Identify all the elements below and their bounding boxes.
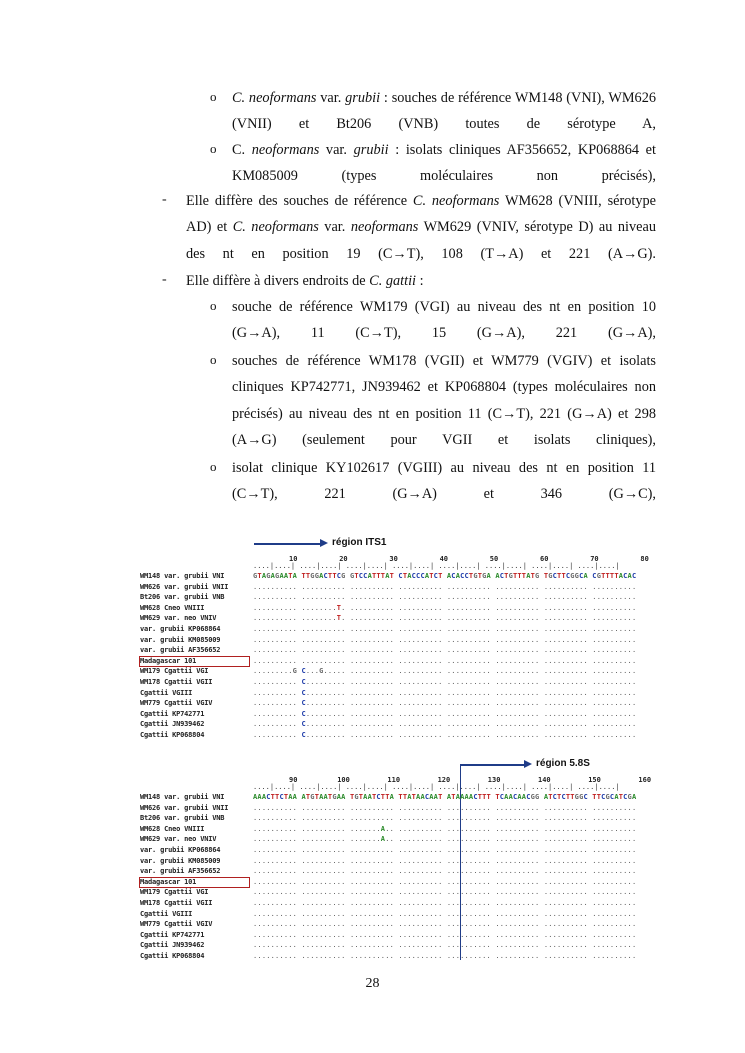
sequence-data: .......... .......... .......... .......... .......... .......... .......... ..........: [253, 888, 637, 897]
ruler-label: 30: [389, 555, 398, 563]
sequence-data: .......... C......... .......... .......... .......... .......... .......... ..........: [253, 699, 637, 708]
sequence-label: Cgattii JN939462: [140, 720, 205, 729]
sequence-label: WM628 Cneo VNIII: [140, 824, 205, 833]
alignment-row: [140, 614, 660, 623]
bullet-symbol: o: [210, 459, 217, 474]
sequence-label: WM626 var. grubii VNII: [140, 582, 229, 591]
sequence-label: Cgattii KP742771: [140, 930, 205, 939]
bullet-symbol: o: [210, 89, 217, 104]
alignment-row: [140, 625, 660, 634]
text-run: grubii: [345, 90, 381, 106]
sequence-data: .........G C...G..... .......... .......... .......... .......... .......... ..........: [253, 667, 637, 676]
ruler-label: 70: [590, 555, 599, 563]
sequence-label: WM779 Cgattii VGIV: [140, 920, 213, 929]
sequence-data: .......... .......... .......... .......... .......... .......... .......... ..........: [253, 920, 637, 929]
sequence-label: Cgattii KP068804: [140, 731, 205, 739]
text-run: grubii: [353, 142, 389, 158]
sequence-label: Cgattii KP742771: [140, 709, 205, 718]
text-run: :: [416, 273, 424, 289]
sequence-label: var. grubii KM085009: [140, 635, 221, 644]
alignment-row: [140, 857, 660, 866]
region-its1-text: région ITS1: [332, 537, 387, 548]
sequence-data: .......... .......... .......... .......... .......... .......... .......... ..........: [253, 877, 637, 886]
sequence-label: Bt206 var. grubii VNB: [140, 593, 225, 602]
alignment-row: [140, 920, 660, 929]
alignment-row: [140, 667, 660, 676]
sequence-label: Cgattii VGIII: [140, 909, 193, 918]
sequence-data: .......... .......... .......... .......... .......... .......... .......... ..........: [253, 856, 637, 865]
sequence-data: .......... .......... .......A.. .......... .......... .......... .......... ..........: [253, 835, 637, 844]
alignment-row: [140, 731, 660, 740]
sequence-data: .......... .......... .......... .......... .......... .......... .......... ..........: [253, 625, 637, 633]
bullet-symbol: -: [162, 192, 167, 207]
bullet-item: [232, 137, 656, 190]
sequence-data: .......... .......... .......... .......... .......... .......... .......... ..........: [253, 803, 637, 812]
sequence-label: WM179 Cgattii VGI: [140, 888, 209, 897]
sequence-label: var. grubii AF356652: [140, 867, 221, 876]
text-run: : isolats cliniques AF356652, KP068864 et KM085009 (types moléculaires non précisés),: [232, 142, 656, 185]
alignment-row: [140, 899, 660, 908]
sequence-label: WM148 var. grubii VNI: [140, 572, 225, 580]
arrow-head-icon: [524, 760, 532, 768]
alignment-row: [140, 646, 660, 655]
arrow-head-icon: [320, 539, 328, 547]
sequence-data: .......... C......... .......... .......... .......... .......... .......... ..........: [253, 731, 637, 739]
text-run: WM629 (VNIV, sérotype D) au niveau des nt en position 19 (C→T), 108 (T→A) et 221 (A→G).: [186, 219, 656, 262]
sequence-label: var. grubii AF356652: [140, 646, 221, 655]
sequence-data: .......... .......... .......... .......... .......... .......... .......... ..........: [253, 846, 637, 854]
sequence-data: .......... C......... .......... .......... .......... .......... .......... ..........: [253, 688, 637, 697]
text-run: WM628 (VNIII, sérotype AD) et: [186, 193, 656, 236]
ruler-label: 10: [289, 555, 298, 563]
alignment-row: [140, 952, 660, 961]
sequence-data: .......... .......... .......... .......... .......... .......... .......... ..........: [253, 646, 637, 655]
alignment-block-2: [140, 776, 660, 960]
sequence-data: AAACTTCTAA ATGTAATGAA TGTAATCTTA TTATAACAAT ATAAAACTTT TCAACAACGG ATCTCTTGGC TTCGCATCGA: [253, 793, 637, 801]
sequence-label: var. grubii KP068864: [140, 846, 221, 854]
sequence-data: .......... C......... .......... .......... .......... .......... .......... ..........: [253, 720, 637, 729]
ruler-label: 20: [339, 555, 348, 563]
alignment-row: [140, 657, 660, 666]
ruler-label: 140: [538, 776, 551, 784]
bullet-item: [186, 188, 656, 267]
highlight-box: [139, 877, 250, 888]
text-run: var.: [316, 90, 346, 106]
bullet-item: [232, 85, 656, 138]
bullet-item: [232, 348, 656, 453]
ruler-label: 60: [540, 555, 549, 563]
sequence-label: var. grubii KP068864: [140, 625, 221, 633]
alignment-row: [140, 878, 660, 887]
region-arrow-line: [254, 543, 320, 545]
sequence-label: WM628 Cneo VNIII: [140, 603, 205, 612]
alignment-row: [140, 572, 660, 581]
alignment-row: [140, 793, 660, 802]
sequence-label: WM148 var. grubii VNI: [140, 793, 225, 801]
text-run: Elle diffère des souches de référence: [186, 193, 413, 209]
bullet-item: [232, 455, 656, 508]
ruler-label: 100: [337, 776, 350, 784]
sequence-data: .......... .......... .......... .......... .......... .......... .......... ..........: [253, 635, 637, 644]
text-run: C. neoformans: [412, 193, 500, 209]
text-run: : souches de référence WM148 (VNI), WM626 (VNII) et Bt206 (VNB) toutes de sérotype A,: [232, 90, 657, 133]
bullet-symbol: o: [210, 141, 217, 156]
sequence-label: WM178 Cgattii VGII: [140, 678, 213, 686]
text-run: Elle diffère à divers endroits de: [186, 273, 370, 289]
text-run: souches de référence WM178 (VGII) et WM779 (VGIV) et isolats cliniques KP742771, JN939462 et KP068804 (types moléculaires non précisés) au niveau des nt en position 11 (C→T), 221 (G→A) et 298 (A→G) (seulement pour VGII et isolats cliniques),: [232, 353, 656, 448]
bullet-symbol: -: [162, 272, 167, 287]
text-run: neoformans: [350, 219, 419, 236]
sequence-label: WM626 var. grubii VNII: [140, 803, 229, 812]
ruler-ticks: ....|....| ....|....| ....|....| ....|....| ....|....| ....|....| ....|....| ....|....|: [253, 783, 620, 791]
alignment-row: [140, 888, 660, 897]
sequence-label: Cgattii KP068804: [140, 952, 205, 960]
ruler-ticks: ....|....| ....|....| ....|....| ....|....| ....|....| ....|....| ....|....| ....|....|: [253, 562, 620, 570]
ruler-label: 160: [638, 776, 652, 784]
bullet-symbol: o: [210, 352, 217, 367]
bullet-item: [186, 268, 656, 294]
alignment-row: [140, 689, 660, 698]
text-run: isolat clinique KY102617 (VGIII) au niveau des nt en position 11 (C→T), 221 (G→A) et 346 (G→C),: [232, 460, 656, 503]
sequence-label: Cgattii JN939462: [140, 941, 205, 950]
sequence-data: .......... .......... .......... .......... .......... .......... .......... ..........: [253, 582, 637, 591]
alignment-row: [140, 710, 660, 719]
sequence-data: .......... C......... .......... .......... .......... .......... .......... ..........: [253, 709, 637, 718]
bullet-symbol: o: [210, 298, 217, 313]
region-58s-text: région 5.8S: [536, 758, 590, 769]
alignment-row: [140, 720, 660, 729]
sequence-label: var. grubii KM085009: [140, 856, 221, 865]
alignment-row: [140, 583, 660, 592]
ruler-label: 110: [387, 776, 401, 784]
sequence-data: GTAGAGAATA TTGGACTTCG GTCCATTTAT CTACCCATCT ACACCTGTGA ACTGTTTATG TGCTTCGGCA CGTTTTACAC: [253, 572, 637, 580]
ruler-label: 40: [439, 555, 449, 563]
ruler-label: 50: [489, 555, 499, 563]
sequence-label: WM179 Cgattii VGI: [140, 667, 209, 676]
sequence-data: .......... .......... .......... .......... .......... .......... .......... ..........: [253, 952, 637, 960]
alignment-row: [140, 804, 660, 813]
sequence-label: WM779 Cgattii VGIV: [140, 699, 213, 708]
ruler-label: 130: [487, 776, 501, 784]
text-run: neoformans: [251, 142, 320, 158]
alignment-row: [140, 699, 660, 708]
text-run: souche de référence WM179 (VGI) au niveau des nt en position 10 (G→A), 11 (C→T), 15 (G→A), 221 (G→A),: [232, 299, 656, 342]
alignment-row: [140, 941, 660, 950]
sequence-data: .......... .......... .......... .......... .......... .......... .......... ..........: [253, 930, 637, 939]
sequence-data: .......... .......... .......... .......... .......... .......... .......... ..........: [253, 941, 637, 950]
alignment-row: [140, 593, 660, 602]
ruler-label: 80: [640, 555, 649, 563]
sequence-label: WM178 Cgattii VGII: [140, 899, 213, 907]
alignment-row: [140, 825, 660, 834]
alignment-row: [140, 867, 660, 876]
alignment-row: [140, 835, 660, 844]
sequence-label: Madagascar 101: [140, 656, 197, 665]
text-run: var.: [319, 142, 354, 158]
text-run: C. gattii: [369, 273, 417, 289]
sequence-label: Bt206 var. grubii VNB: [140, 814, 225, 823]
sequence-data: .......... ........T. .......... .......... .......... .......... .......... ..........: [253, 603, 637, 612]
region-arrow-line: [460, 764, 524, 766]
sequence-label: Cgattii VGIII: [140, 688, 193, 697]
text-run: C. neoformans: [232, 90, 317, 106]
sequence-data: .......... .......... .......... .......... .......... .......... .......... ..........: [253, 814, 637, 823]
sequence-label: WM629 var. neo VNIV: [140, 614, 217, 623]
sequence-label: Madagascar 101: [140, 877, 197, 886]
text-run: C.: [232, 142, 252, 158]
sequence-data: .......... C......... .......... .......... .......... .......... .......... ..........: [253, 678, 637, 686]
alignment-block-1: [140, 555, 660, 739]
alignment-row: [140, 636, 660, 645]
alignment-row: [140, 678, 660, 687]
alignment-row: [140, 846, 660, 855]
highlight-box: [139, 656, 250, 667]
ruler-label: 120: [437, 776, 451, 784]
sequence-data: .......... .......... .......... .......... .......... .......... .......... ..........: [253, 899, 637, 907]
sequence-data: .......... .......... .......... .......... .......... .......... .......... ..........: [253, 593, 637, 602]
text-run: var.: [318, 219, 351, 236]
sequence-label: WM629 var. neo VNIV: [140, 835, 217, 844]
alignment-row: [140, 814, 660, 823]
page-number: 28: [365, 976, 380, 991]
ruler-label: 90: [289, 776, 298, 784]
text-run: C. neoformans: [232, 219, 319, 236]
alignment-row: [140, 910, 660, 919]
sequence-data: .......... .......... .......... .......... .......... .......... .......... ..........: [253, 867, 637, 876]
sequence-data: .......... .......... .......... .......... .......... .......... .......... ..........: [253, 656, 637, 665]
ruler-label: 150: [588, 776, 601, 784]
bullet-item: [232, 294, 656, 347]
alignment-row: [140, 931, 660, 940]
sequence-data: .......... .......... .......... .......... .......... .......... .......... ..........: [253, 909, 637, 918]
sequence-data: .......... .......... .......A.. .......... .......... .......... .......... ..........: [253, 824, 637, 833]
sequence-data: .......... ........T. .......... .......... .......... .......... .......... ..........: [253, 614, 637, 623]
alignment-row: [140, 604, 660, 613]
